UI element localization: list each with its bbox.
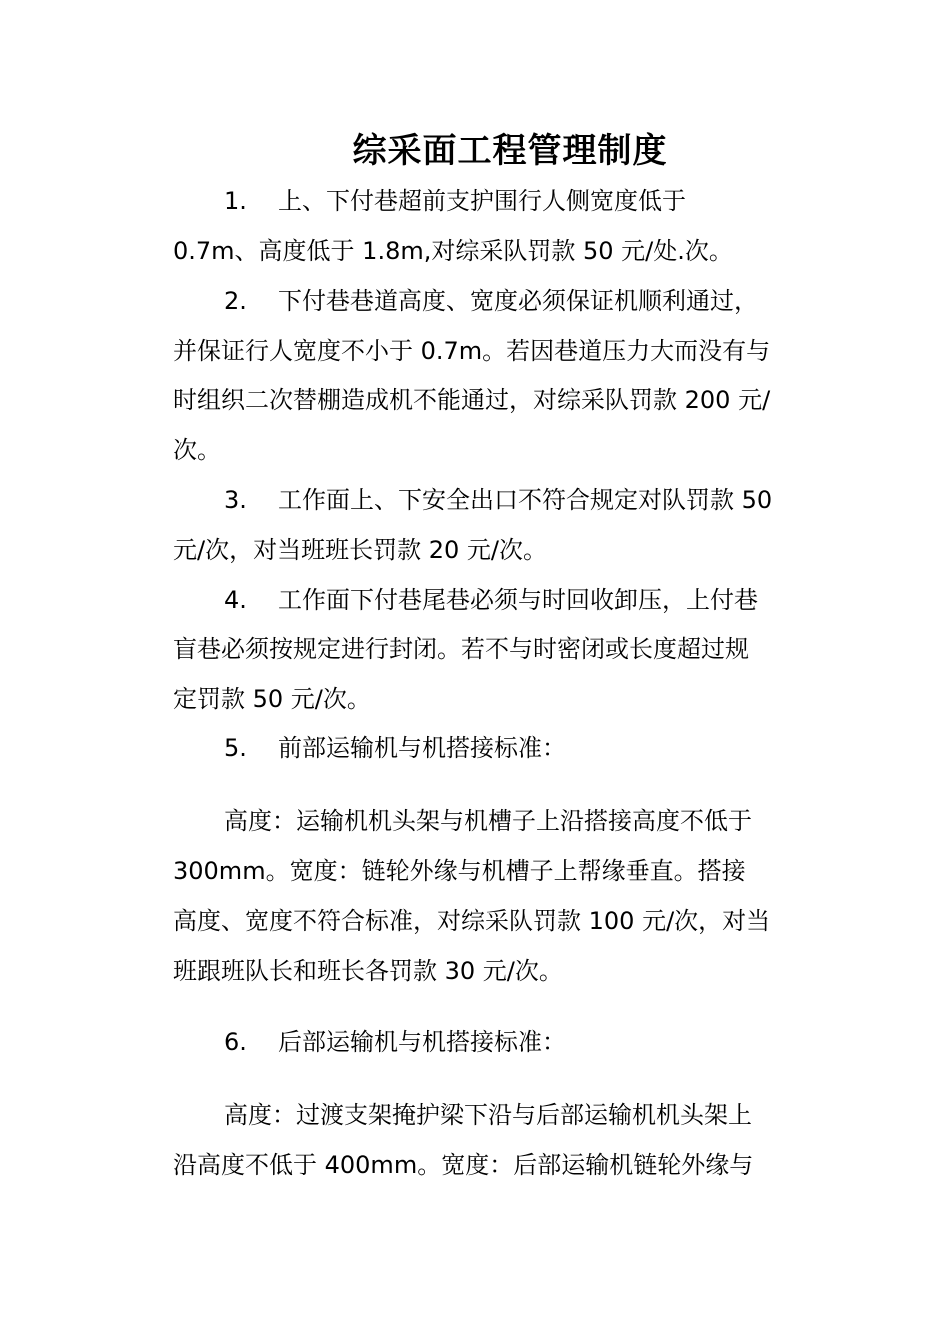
continuation-text: 盲巷必须按规定进行封闭。若不与时密闭或长度超过规 xyxy=(173,635,749,663)
list-item-text: 下付巷巷道高度、宽度必须保证机顺利通过， xyxy=(278,287,758,315)
continuation-text: 元/次，对当班班长罚款 20 元/次。 xyxy=(173,536,547,564)
document-title: 综采面工程管理制度 xyxy=(352,131,668,171)
continuation-text: 0.7m、高度低于 1.8m,对综采队罚款 50 元/处.次。 xyxy=(173,237,733,265)
list-number: 2. xyxy=(224,287,247,315)
list-item-text: 工作面下付巷尾巷必须与时回收卸压，上付巷 xyxy=(278,586,758,614)
list-item-text: 前部运输机与机搭接标准： xyxy=(278,734,566,762)
list-number: 1. xyxy=(224,187,247,215)
list-item-text: 上、下付巷超前支护围行人侧宽度低于 xyxy=(278,187,686,215)
continuation-text: 沿高度不低于 400mm。宽度：后部运输机链轮外缘与 xyxy=(173,1151,754,1179)
list-item-text: 后部运输机与机搭接标准： xyxy=(278,1028,566,1056)
paragraph-text: 高度：运输机机头架与机槽子上沿搭接高度不低于 xyxy=(224,807,752,835)
continuation-text: 次。 xyxy=(173,436,221,464)
continuation-text: 高度、宽度不符合标准，对综采队罚款 100 元/次，对当 xyxy=(173,907,771,935)
list-number: 4. xyxy=(224,586,247,614)
continuation-text: 定罚款 50 元/次。 xyxy=(173,685,371,713)
continuation-text: 时组织二次替棚造成机不能通过，对综采队罚款 200 元/ xyxy=(173,386,771,414)
list-number: 3. xyxy=(224,486,247,514)
list-item-text: 工作面上、下安全出口不符合规定对队罚款 50 xyxy=(278,486,773,514)
continuation-text: 班跟班队长和班长各罚款 30 元/次。 xyxy=(173,957,563,985)
list-number: 5. xyxy=(224,734,247,762)
paragraph-text: 高度：过渡支架掩护梁下沿与后部运输机机头架上 xyxy=(224,1101,752,1129)
continuation-text: 300mm。宽度：链轮外缘与机槽子上帮缘垂直。搭接 xyxy=(173,857,746,885)
list-number: 6. xyxy=(224,1028,247,1056)
continuation-text: 并保证行人宽度不小于 0.7m。若因巷道压力大而没有与 xyxy=(173,337,771,365)
